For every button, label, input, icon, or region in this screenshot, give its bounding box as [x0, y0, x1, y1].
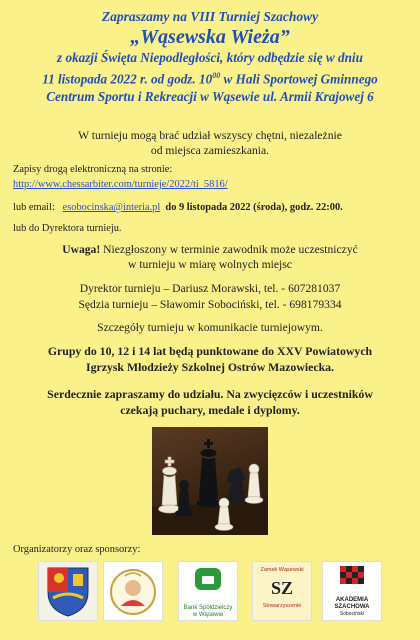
- judge-line: Sędzia turnieju – Sławomir Sobociński, tel. - 698179334: [78, 298, 342, 311]
- castle-association-logo: [252, 561, 312, 621]
- bank-logo: [178, 561, 238, 621]
- age-groups-text: Grupy do 10, 12 i 14 lat będą punktowane do XXV Powiatowych Igrzysk Młodzieży Szkolnej Ostrów Mazowiecka.: [47, 344, 373, 374]
- occasion-line: z okazji Święta Niepodległości, który odbędzie się w dniu: [57, 50, 363, 65]
- date-venue-line: 11 listopada 2022 r. od godz. $10^{00}$ w Hali Sportowej Gminnego: [42, 71, 378, 87]
- notice-label: Uwaga!: [62, 243, 101, 256]
- staff-list: [0, 281, 420, 313]
- late-entry-notice: Uwaga! Niezgłoszony w terminie zawodnik może uczestniczyć w turnieju w miarę wolnych miejsc: [62, 243, 358, 271]
- sponsors-label: Organizatorzy oraz sponsorzy:: [13, 544, 141, 555]
- invitation-line: Zapraszamy na VIII Turniej Szachowy: [101, 9, 319, 24]
- chess-pieces-photo: [152, 427, 268, 535]
- gmina-coat-of-arms-logo: [38, 561, 98, 621]
- poster-header: [0, 8, 420, 106]
- email-link[interactable]: esobocinska@interia.pl: [62, 202, 161, 213]
- deadline-text: do 9 listopada 2022 (środa), godz. 22:00.: [165, 202, 343, 213]
- director-contact-line: lub do Dyrektora turnieju.: [13, 223, 122, 234]
- address-line: Centrum Sportu i Rekreacji w Wąsewie ul. Armii Krajowej 6: [46, 89, 374, 105]
- email-line: lub email: esobocinska@interia.pl do 9 listopada 2022 (środa), godz. 22:00.: [13, 202, 343, 213]
- details-line: Szczegóły turnieju w komunikacie turniejowym.: [97, 321, 323, 334]
- tournament-title: „Wąsewska Wieża”: [130, 26, 290, 48]
- chess-academy-logo: [322, 561, 382, 621]
- association-mark: SZ: [270, 578, 294, 598]
- eligibility-text: W turnieju mogą brać udział wszyscy chętni, niezależnie od miejsca zamieszkania.: [78, 129, 342, 157]
- bank-name: Bank Spółdzielczy w Wąsewie: [183, 605, 233, 618]
- school-union-logo: [103, 561, 163, 621]
- director-line: Dyrektor turnieju – Dariusz Morawski, tel. - 607281037: [79, 282, 341, 295]
- registration-link[interactable]: http://www.chessarbiter.com/turnieje/2022/ti_5816/: [13, 179, 228, 190]
- prizes-text: Serdecznie zapraszamy do udziału. Na zwycięzców i uczestników czekają puchary, medale i dyplomy.: [47, 387, 373, 417]
- registration-label: Zapisy drogą elektroniczną na stronie:: [13, 164, 173, 175]
- association-name-top: Zamek Wąsewski: [260, 567, 304, 573]
- association-name-bottom: Stowarzyszenie: [262, 603, 302, 609]
- academy-name: AKADEMIA SZACHOWA Sobociński: [334, 597, 370, 617]
